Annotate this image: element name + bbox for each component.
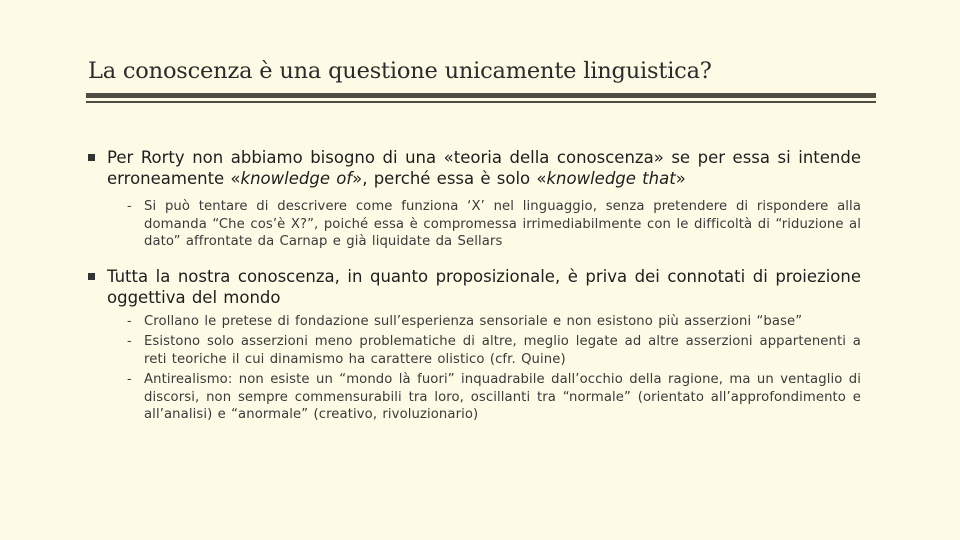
dash-bullet-icon: -: [127, 334, 132, 349]
sub-bullet-point: [88, 333, 861, 368]
bullet-point-text: [107, 147, 861, 189]
sub-bullet-text: Antirealismo: non esiste un “mondo là fuori” inquadrabile dall’occhio della ragione, ma un ventaglio di discorsi, non sempre commensurabili tra loro, oscillanti tra “normale” (orientato all’approfondimento e all’analisi) e “anormale” (creativo, rivoluzionario): [144, 372, 861, 422]
slide-title: La conoscenza è una questione unicamente linguistica?: [88, 58, 712, 84]
text-run: », perché essa è solo «: [352, 169, 547, 188]
italic-text-run: knowledge that: [546, 169, 676, 188]
italic-text-run: knowledge of: [240, 169, 353, 188]
sub-bullet-text: Crollano le pretese di fondazione sull’esperienza sensoriale e non esistono più asserzioni “base”: [144, 313, 803, 329]
bullet-point: [88, 147, 861, 189]
bullet-point: [88, 266, 861, 308]
text-run: »: [675, 169, 686, 188]
title-rule-thick: [86, 93, 876, 98]
dash-bullet-icon: -: [127, 313, 132, 329]
sub-bullet-point: [88, 313, 861, 331]
bullet-point-text: Tutta la nostra conoscenza, in quanto proposizionale, è priva dei connotati di proiezione oggettiva del mondo: [107, 266, 861, 307]
title-rule-thin: [86, 101, 876, 103]
square-bullet-icon: [88, 154, 95, 161]
dash-bullet-icon: -: [127, 372, 132, 387]
slide-body: [88, 147, 861, 424]
square-bullet-icon: [88, 273, 95, 280]
dash-bullet-icon: -: [127, 199, 132, 214]
sub-bullet-point: [88, 198, 861, 251]
sub-bullet-point: [88, 371, 861, 424]
text-run: Per Rorty non abbiamo bisogno di una «teoria della conoscenza» se per essa si intende erroneamente «: [107, 148, 861, 188]
sub-bullet-text: Si può tentare di descrivere come funziona ‘X’ nel linguaggio, senza pretendere di rispondere alla domanda “Che cos’è X?”, poiché essa è compromessa irrimediabilmente con le difficoltà di “riduzione al dato” affrontate da Carnap e già liquidate da Sellars: [144, 199, 861, 249]
sub-bullet-text: Esistono solo asserzioni meno problematiche di altre, meglio legate ad altre asserzioni appartenenti a reti teoriche il cui dinamismo ha carattere olistico (cfr. Quine): [144, 334, 861, 367]
